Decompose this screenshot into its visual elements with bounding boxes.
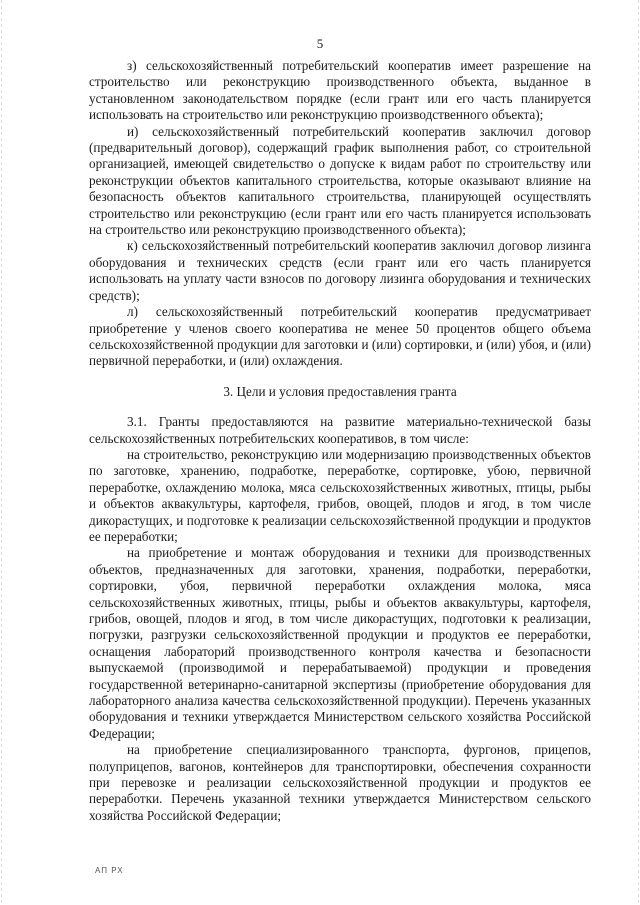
paragraph-k: к) сельскохозяйственный потребительский кооператив заключил договор лизинга оборудования и технических средств (если грант или его часть планируется использовать на уплату части взносов по договору лизинга оборудования и технических средств); [89,238,591,303]
page-edge-right [638,0,639,905]
paragraph-equipment: на приобретение и монтаж оборудования и техники для производственных объектов, предназначенных для заготовки, хранения, подработки, переработки, сортировки, убоя, первичной переработки охлаждения молока, мяса сельскохозяйственных животных, птицы, рыбы и объектов аквакультуры, картофеля, грибов, овощей, плодов и ягод, в том числе дикорастущих, подготовки к реализации, погрузки, разгрузки сельскохозяйственной продукции и продуктов ее переработки, оснащения лабораторий производственного контроля качества и безопасности выпускаемой (производимой и перерабатываемой) продукции и проведения государственной ветеринарно-санитарной экспертизы (приобретение оборудования для лабораторного анализа качества сельскохозяйственной продукции). Перечень указанных оборудования и техники утверждается Министерством сельского хозяйства Российской Федерации; [89,545,591,741]
page-edge-left [1,0,2,905]
section-heading: 3. Цели и условия предоставления гранта [223,383,457,399]
paragraph-construction: на строительство, реконструкцию или модернизацию производственных объектов по заготовке, хранению, подработке, переработке, сортировке, убою, первичной переработке, охлаждению молока, мяса сельскохозяйственных животных, птицы, рыбы и объектов аквакультуры, картофеля, грибов, овощей, плодов и ягод, в том числе дикорастущих, и подготовке к реализации сельскохозяйственной продукции и продуктов ее переработки; [89,446,591,544]
document-body [89,58,591,824]
paragraph-3-1: 3.1. Гранты предоставляются на развитие материально-технической базы сельскохозяйственных потребительских кооперативов, в том числе: [89,414,591,446]
paragraph-l: л) сельскохозяйственный потребительский кооператив предусматривает приобретение у членов своего кооператива не менее 50 процентов общего объема сельскохозяйственной продукции для заготовки и (или) сортировки, и (или) убоя, и (или) первичной переработки, и (или) охлаждения. [89,304,591,369]
paragraph-transport: на приобретение специализированного транспорта, фургонов, прицепов, полуприцепов, вагонов, контейнеров для транспортировки, обеспечения сохранности при перевозке и реализации сельскохозяйственной продукции и продуктов ее переработки. Перечень указанной техники утверждается Министерством сельского хозяйства Российской Федерации; [89,742,591,823]
page-number: 5 [316,36,324,51]
paragraph-z: з) сельскохозяйственный потребительский кооператив имеет разрешение на строительство или реконструкцию производственного объекта, выданное в установленном законодательством порядке (если грант или его часть планируется использовать на строительство или реконструкцию производственного объекта); [89,58,591,123]
paragraph-i: и) сельскохозяйственный потребительский кооператив заключил договор (предварительный договор), содержащий график выполнения работ, со строительной организацией, имеющей свидетельство о допуске к видам работ по строительству или реконструкции объектов капитального строительства, которые оказывают влияние на безопасность объектов капитального строительства, планирующей осуществлять строительство или реконструкцию (если грант или его часть планируется использовать на строительство или реконструкцию производственного объекта); [89,123,591,238]
footer-mark: АП РХ [95,866,124,875]
